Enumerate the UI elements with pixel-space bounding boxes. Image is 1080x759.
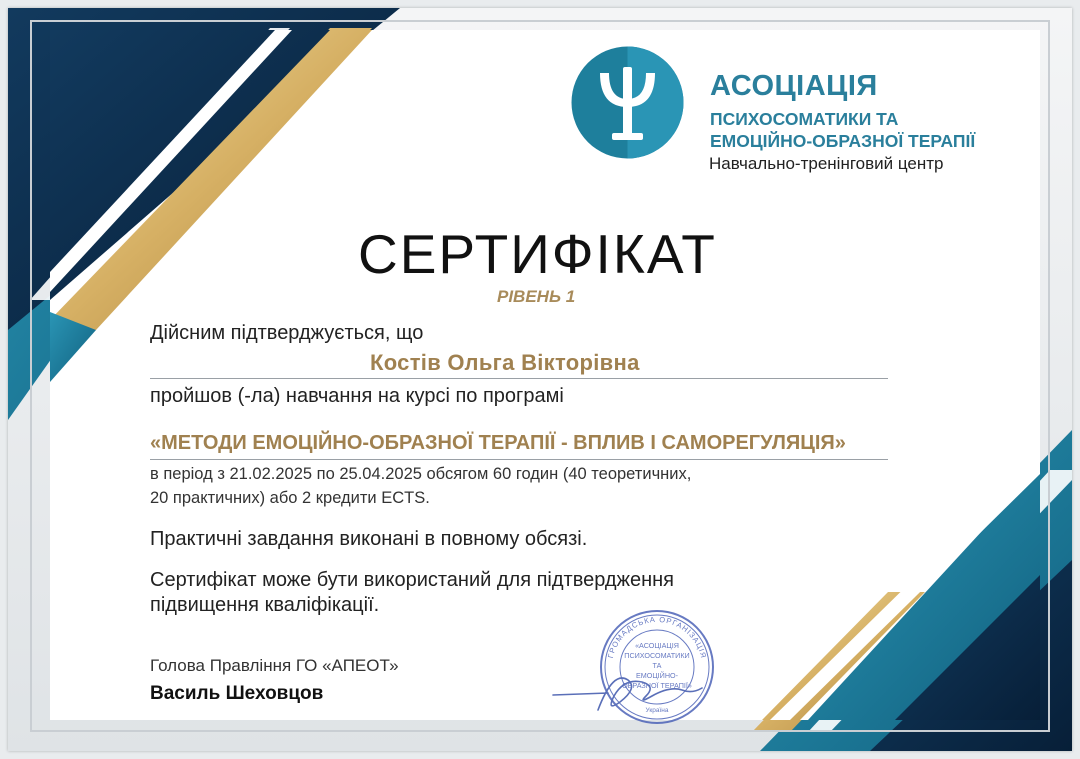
program-title: «МЕТОДИ ЕМОЦІЙНО-ОБРАЗНОЇ ТЕРАПІЇ - ВПЛИВ І САМОРЕГУЛЯЦІЯ» <box>150 432 846 454</box>
psi-logo-icon <box>570 45 685 160</box>
practical-text: Практичні завдання виконані в повному обсязі. <box>150 528 588 550</box>
completed-text: пройшов (-ла) навчання на курсі по програмі <box>150 385 564 407</box>
period-text-line2: 20 практичних) або 2 кредити ECTS. <box>150 489 430 507</box>
recipient-name: Костів Ольга Вікторівна <box>370 350 640 375</box>
svg-text:ОБРАЗНОЇ ТЕРАПІЇ»: ОБРАЗНОЇ ТЕРАПІЇ» <box>622 681 692 690</box>
svg-text:ТА: ТА <box>652 661 662 670</box>
svg-text:ЕМОЦІЙНО-: ЕМОЦІЙНО- <box>635 671 679 680</box>
confirm-text: Дійсним підтверджується, що <box>150 322 424 344</box>
svg-text:«АСОЦІАЦІЯ: «АСОЦІАЦІЯ <box>635 641 679 650</box>
certificate-title: СЕРТИФІКАТ <box>358 223 717 285</box>
signer-name: Василь Шеховцов <box>150 683 324 704</box>
signer-position: Голова Правління ГО «АПЕОТ» <box>150 656 399 675</box>
handwritten-signature <box>548 660 718 720</box>
usage-text-line1: Сертифікат може бути використаний для підтвердження <box>150 569 674 591</box>
org-name-line3: ЕМОЦІЙНО-ОБРАЗНОЇ ТЕРАПІЇ <box>710 131 976 151</box>
certificate-level: РІВЕНЬ 1 <box>497 287 576 306</box>
usage-text-line2: підвищення кваліфікації. <box>150 594 380 616</box>
svg-text:Україна: Україна <box>645 707 669 714</box>
org-name: АСОЦІАЦІЯ <box>710 70 878 102</box>
org-name-line2: ПСИХОСОМАТИКИ ТА <box>710 109 899 129</box>
org-subtitle: Навчально-тренінговий центр <box>709 154 944 173</box>
recipient-underline <box>150 378 888 379</box>
svg-text:ГРОМАДСЬКА ОРГАНІЗАЦІЯ: ГРОМАДСЬКА ОРГАНІЗАЦІЯ <box>605 614 709 660</box>
period-text-line1: в період з 21.02.2025 по 25.04.2025 обсягом 60 годин (40 теоретичних, <box>150 465 692 483</box>
program-underline <box>150 459 888 460</box>
svg-text:ПСИХОСОМАТИКИ: ПСИХОСОМАТИКИ <box>624 651 690 660</box>
